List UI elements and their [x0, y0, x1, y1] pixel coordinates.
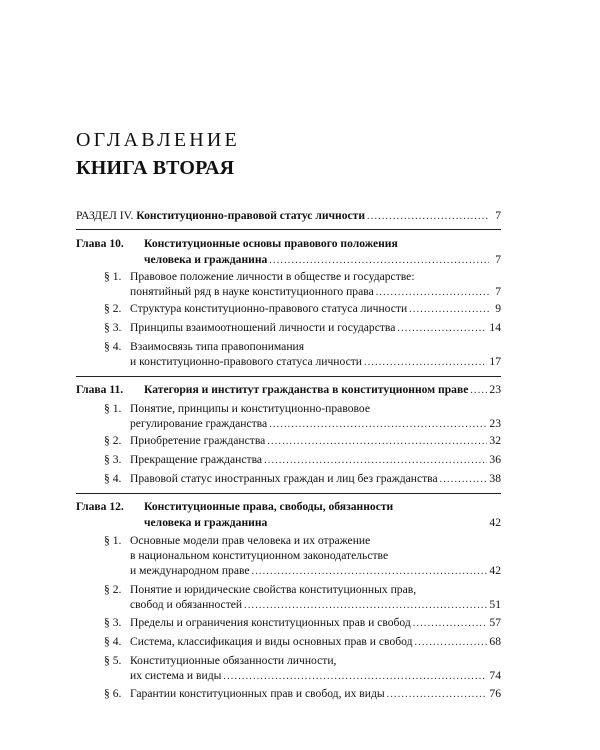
entry-title-cont: свобод и обязанностей: [130, 598, 243, 611]
toc-entry-ch12-s2[interactable]: [130, 598, 501, 613]
chapter-title-cont: человека и гражданина: [144, 516, 268, 529]
leader-dots: [252, 565, 488, 579]
paragraph-marker: § 1.: [104, 534, 122, 547]
page-number: 7: [495, 209, 501, 222]
page-number: 76: [489, 687, 501, 700]
paragraph-marker: § 3.: [104, 616, 122, 629]
page-number: 74: [489, 669, 501, 682]
toc-entry-ch12-s3[interactable]: [104, 616, 501, 631]
paragraph-marker: § 3.: [104, 321, 122, 334]
page-number: 9: [495, 302, 501, 315]
page-number: 42: [489, 564, 501, 577]
paragraph-marker: § 4.: [104, 340, 122, 353]
leader-dots: [413, 617, 488, 631]
entry-title: Система, классификация и виды основных прав и свобод: [130, 635, 413, 648]
toc-entry-ch10-s4[interactable]: [130, 355, 501, 370]
entry-title: Основные модели прав человека и их отражение: [130, 534, 371, 547]
entry-title: Взаимосвязь типа правопонимания: [130, 340, 305, 353]
leader-dots: [376, 286, 489, 300]
toc-entry-ch11-s4[interactable]: [104, 472, 501, 487]
entry-title: Приобретение гражданства: [130, 434, 266, 447]
entry-title-cont: и конституционно-правового статуса личности: [130, 355, 363, 368]
entry-title: Прекращение гражданства: [130, 453, 263, 466]
entry-title: Правовое положение личности в обществе и государстве:: [130, 270, 415, 283]
leader-dots: [367, 210, 489, 224]
page-number: 38: [489, 472, 501, 485]
toc-entry-ch12-s2-a[interactable]: [104, 583, 501, 597]
paragraph-marker: § 1.: [104, 270, 122, 283]
entry-title: Правовой статус иностранных граждан и лиц без гражданства: [130, 472, 438, 485]
entry-title: Конституционные обязанности личности,: [130, 654, 337, 667]
toc-heading: ОГЛАВЛЕНИЕ: [76, 129, 240, 151]
page-number: 57: [489, 616, 501, 629]
leader-dots: [397, 322, 487, 336]
leader-dots: [415, 636, 488, 650]
entry-title-cont: в национальном конституционном законодательстве: [130, 549, 389, 562]
entry-title: Структура конституционно-правового статуса личности: [130, 302, 408, 315]
toc-entry-ch10-s4-a[interactable]: [104, 340, 501, 354]
toc-entry-ch11-s2[interactable]: [104, 434, 501, 449]
toc-entry-ch11-s1-a[interactable]: [104, 402, 501, 416]
toc-entry-ch12-s6[interactable]: [104, 687, 501, 702]
page-number: 23: [489, 383, 501, 396]
toc-entry-chapter-12[interactable]: [144, 516, 501, 531]
book-heading: КНИГА ВТОРАЯ: [76, 157, 235, 179]
chapter-title: Категория и институт гражданства в конституционном праве: [144, 383, 469, 396]
entry-title-cont: регулирование гражданства: [130, 417, 268, 430]
chapter-label: Глава 12.: [76, 500, 124, 513]
paragraph-marker: § 6.: [104, 687, 122, 700]
toc-entry-ch12-s1-b[interactable]: [130, 549, 501, 563]
leader-dots: [244, 599, 487, 613]
page-number: 42: [489, 516, 501, 529]
leader-dots: [269, 418, 487, 432]
toc-entry-ch12-s4[interactable]: [104, 635, 501, 650]
paragraph-marker: § 5.: [104, 654, 122, 667]
leader-dots: [364, 356, 487, 370]
leader-dots: [387, 688, 488, 702]
leader-dots: [264, 454, 487, 468]
paragraph-marker: § 1.: [104, 402, 122, 415]
paragraph-marker: § 2.: [104, 583, 122, 596]
section-label: РАЗДЕЛ IV.: [76, 209, 134, 222]
leader-dots: [440, 473, 488, 487]
leader-dots: [267, 435, 487, 449]
page-number: 36: [489, 453, 501, 466]
leader-dots: [470, 384, 487, 398]
toc-entry-ch12-s5[interactable]: [130, 669, 501, 684]
entry-title: Пределы и ограничения конституционных прав и свобод: [130, 616, 411, 629]
toc-entry-ch12-s1-a[interactable]: [104, 534, 501, 548]
toc-entry-ch11-s1[interactable]: [130, 417, 501, 432]
divider: [76, 376, 501, 377]
toc-entry-ch12-s1[interactable]: [130, 564, 501, 579]
paragraph-marker: § 2.: [104, 434, 122, 447]
paragraph-marker: § 2.: [104, 302, 122, 315]
toc-entry-chapter-12-title[interactable]: [76, 500, 501, 514]
toc-entry-section-4[interactable]: [76, 209, 501, 224]
page-number: 68: [489, 635, 501, 648]
page-number: 14: [489, 321, 501, 334]
page-number: 17: [489, 355, 501, 368]
page-number: 7: [495, 253, 501, 266]
entry-title-cont: их система и виды: [130, 669, 222, 682]
chapter-title-cont: человека и гражданина: [144, 253, 268, 266]
page-number: 32: [489, 434, 501, 447]
paragraph-marker: § 4.: [104, 635, 122, 648]
toc-entry-chapter-10[interactable]: [144, 253, 501, 268]
entry-title: Принципы взаимоотношений личности и государства: [130, 321, 396, 334]
chapter-label: Глава 10.: [76, 237, 124, 250]
toc-entry-ch12-s5-a[interactable]: [104, 654, 501, 668]
toc-entry-chapter-11[interactable]: [76, 383, 501, 398]
toc-entry-chapter-10-title[interactable]: [76, 237, 501, 251]
leader-dots: [409, 303, 489, 317]
toc-entry-ch10-s2[interactable]: [104, 302, 501, 317]
leader-dots: [269, 254, 489, 268]
entry-title-cont: понятийный ряд в науке конституционного права: [130, 285, 374, 298]
chapter-title: Конституционные основы правового положения: [144, 237, 398, 250]
entry-title: Гарантии конституционных прав и свобод, их виды: [130, 687, 385, 700]
entry-title: Понятие, принципы и конституционно-правовое: [130, 402, 370, 415]
entry-title: Понятие и юридические свойства конституционных прав,: [130, 583, 417, 596]
toc-entry-ch10-s1-a[interactable]: [104, 270, 501, 284]
section-title: Конституционно-правовой статус личности: [136, 209, 366, 222]
divider: [76, 493, 501, 494]
page-number: 23: [489, 417, 501, 430]
divider: [76, 229, 501, 230]
leader-dots: [223, 670, 487, 684]
paragraph-marker: § 3.: [104, 453, 122, 466]
page-number: 51: [489, 598, 501, 611]
toc-entry-ch10-s3[interactable]: [104, 321, 501, 336]
toc-entry-ch11-s3[interactable]: [104, 453, 501, 468]
page-number: 7: [495, 285, 501, 298]
paragraph-marker: § 4.: [104, 472, 122, 485]
entry-title-cont: и международном праве: [130, 564, 250, 577]
chapter-title: Конституционные права, свободы, обязанности: [144, 500, 394, 513]
chapter-label: Глава 11.: [76, 383, 124, 396]
toc-entry-ch10-s1[interactable]: [130, 285, 501, 300]
